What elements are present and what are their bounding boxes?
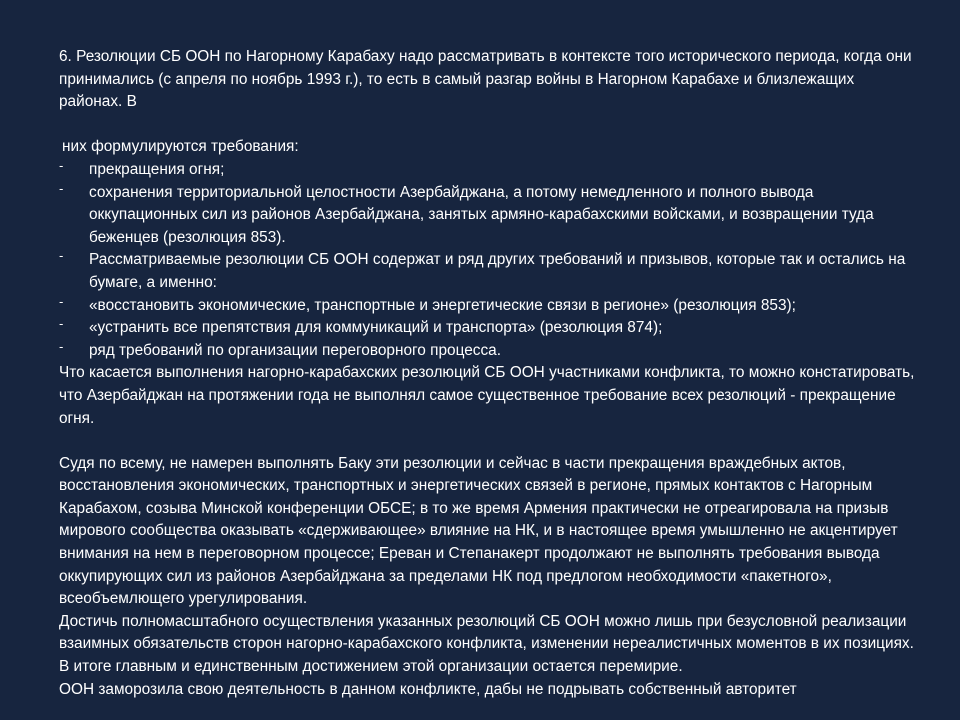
list-item [59,249,921,294]
compliance-paragraph: Что касается выполнения нагорно-карабахских резолюций СБ ООН участниками конфликта, то можно констатировать, что Азербайджан на протяжении года не выполнял самое существенное требование всех резолюций - прекращение огня. [59,364,915,427]
spacer [59,430,921,453]
list-item-text: «устранить все препятствия для коммуникаций и транспорта» (резолюция 874); [89,319,663,337]
list-item [59,295,921,318]
baku-position-paragraph: Судя по всему, не намерен выполнять Баку эти резолюции и сейчас в части прекращения враждебных актов, восстановления экономических, транспортных и энергетических связей в регионе, прямых контактов с Нагорным Карабахом, созыва Минской конференции ОБСЕ; в то же время Армения практически не отреагировала на призыв мирового сообщества оказывать «сдерживающее» влияние на НК, и в настоящее время умышленно не акцентирует внимания на нем в переговорном процессе; Ереван и Степанакерт продолжают не выполнять требования вывода оккупирующих сил из районов Азербайджана за пределами НК под предлогом необходимости «пакетного», всеобъемлющего урегулирования. [59,454,898,608]
list-item-text: Рассматриваемые резолюции СБ ООН содержат и ряд других требований и призывов, которые так и остались на бумаге, а именно: [89,251,906,291]
dash-bullet: - [59,248,64,264]
list-item [59,182,921,250]
implementation-paragraph: Достичь полномасштабного осуществления указанных резолюций СБ ООН можно лишь при безусловной реализации взаимных обязательств сторон нагорно-карабахского конфликта, изменении нереалистичных моментов в их позициях. В итоге главным и единственным достижением этой организации остается перемирие. [59,612,914,676]
dash-bullet: - [59,157,64,173]
intro-paragraph: 6. Резолюции СБ ООН по Нагорному Карабаху надо рассматривать в контексте того исторического периода, когда они принимались (с апреля по ноябрь 1993 г.), то есть в самый разгар войны в Нагорном Карабахе и близлежащих районах. В [59,48,912,111]
dash-bullet: - [59,316,64,332]
list-item [59,317,921,340]
spacer [59,114,921,137]
un-freeze-paragraph: ООН заморозила свою деятельность в данном конфликте, дабы не подрывать собственный авторитет [59,680,797,698]
dash-bullet: - [59,180,64,196]
requirements-lead: них формулируются требования: [62,138,299,156]
list-item [59,340,921,363]
list-item-text: «восстановить экономические, транспортные и энергетические связи в регионе» (резолюция 853); [89,296,796,314]
list-item-text: прекращения огня; [89,160,225,178]
list-item-text: ряд требований по организации переговорного процесса. [89,341,502,359]
dash-bullet: - [59,293,64,309]
list-item [59,159,921,182]
slide-body [59,46,921,701]
requirements-list [59,159,921,362]
dash-bullet: - [59,338,64,354]
list-item-text: сохранения территориальной целостности Азербайджана, а потому немедленного и полного вывода оккупационных сил из районов Азербайджана, занятых армяно-карабахскими войсками, и возвращении туда беженцев (резолюция 853). [89,183,874,246]
